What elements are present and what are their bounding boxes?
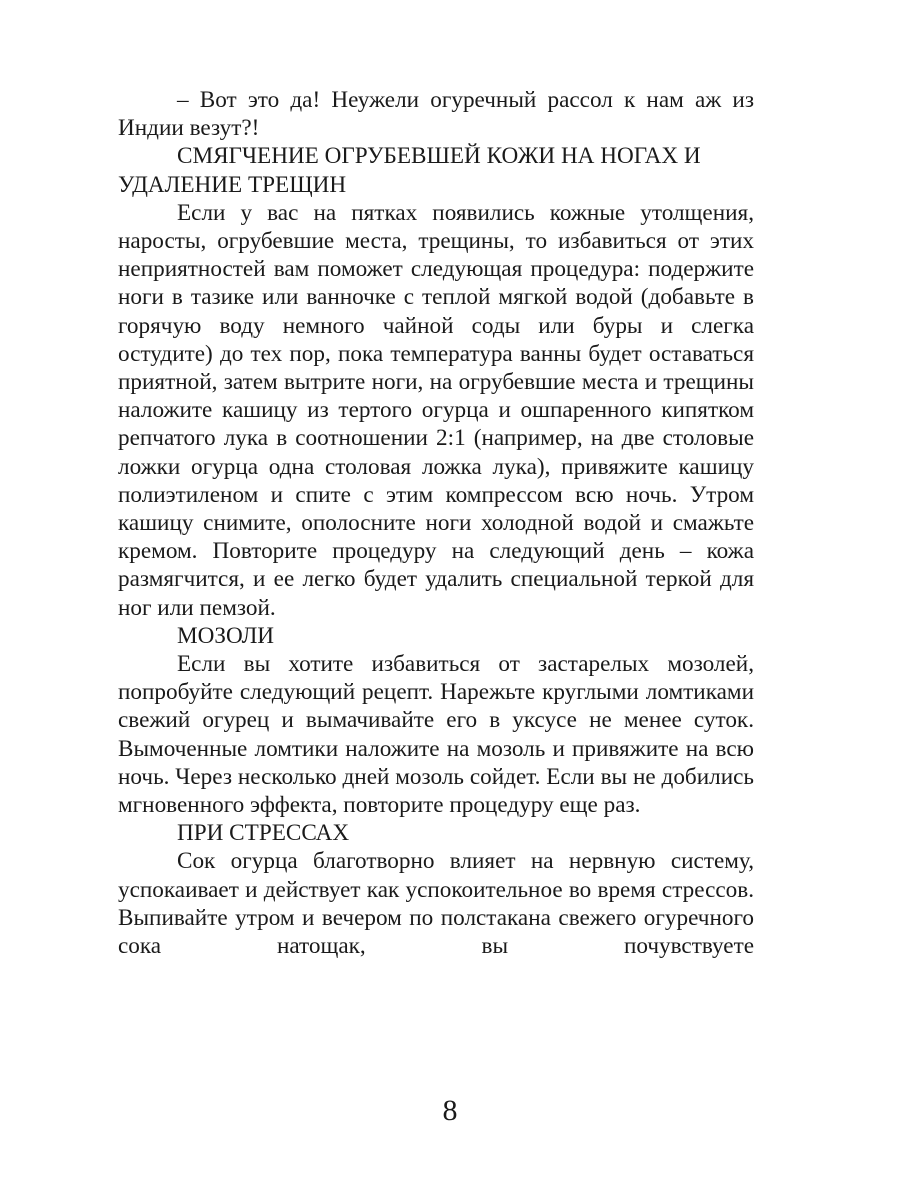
dialogue-paragraph: – Вот это да! Неужели огуречный рассол к нам аж из Индии везут?! [118, 87, 754, 142]
page-number: 8 [442, 1094, 458, 1127]
text-block [118, 86, 754, 960]
body-paragraph-skin-softening: Если у вас на пятках появились кожные утолщения, наросты, огрубевшие места, трещины, то избавиться от этих неприятностей вам поможет следующая процедура: подержите ноги в тазике или ванночке с теплой мягкой водой (добавьте в горячую воду немного чайной соды или буры и слегка остудите) до тех пор, пока температура ванны будет оставаться приятной, затем вытрите ноги, на огрубевшие места и трещины наложите кашицу из тертого огурца и ошпаренного кипятком репчатого лука в соотношении 2:1 (например, на две столовые ложки огурца одна столовая ложка лука), привяжите кашицу полиэтиленом и спите с этим компрессом всю ночь. Утром кашицу снимите, ополосните ноги холодной водой и смажьте кремом. Повторите процедуру на следующий день – кожа размягчится, и ее легко будет удалить специальной теркой для ног или пемзой. [118, 199, 754, 621]
body-paragraph-calluses: Если вы хотите избавиться от застарелых мозолей, попробуйте следующий рецепт. Нарежьте круглыми ломтиками свежий огурец и вымачивайте его в уксусе не менее суток. Вымоченные ломтики наложите на мозоль и привяжите на всю ночь. Через несколько дней мозоль сойдет. Если вы не добились мгновенного эффекта, повторите процедуру еще раз. [118, 651, 754, 819]
section-heading-skin-softening: СМЯГЧЕНИЕ ОГРУБЕВШЕЙ КОЖИ НА НОГАХ И УДАЛЕНИЕ ТРЕЩИН [118, 143, 701, 198]
body-paragraph-stress: Сок огурца благотворно влияет на нервную систему, успокаивает и действует как успокоительное во время стрессов. Выпивайте утром и вечером по полстакана свежего огуречного сока натощак, вы почувствуете [118, 848, 754, 960]
section-heading-stress: ПРИ СТРЕССАХ [177, 820, 350, 847]
section-heading-calluses: МОЗОЛИ [177, 622, 275, 649]
